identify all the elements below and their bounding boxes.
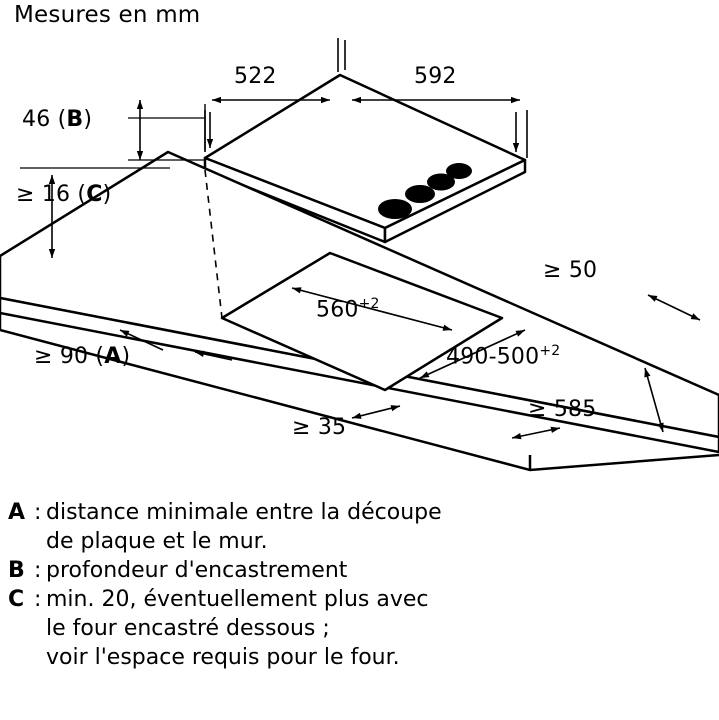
dimension-value-46-b: 46 (B) <box>22 107 93 132</box>
legend-text-a-line2: de plaque et le mur. <box>46 529 268 554</box>
legend <box>8 498 708 672</box>
dimension-label-522 <box>234 64 277 89</box>
page-title: Mesures en mm <box>14 2 201 28</box>
dimension-label-585 <box>528 397 596 422</box>
legend-key-c: C <box>8 587 25 612</box>
dimension-value-522: 522 <box>234 64 277 89</box>
dimension-label-592 <box>414 64 457 89</box>
legend-colon-b: : <box>34 558 42 583</box>
legend-text-c: min. 20, éventuellement plus avec <box>46 587 429 612</box>
dimension-value-490-500: 490-500 <box>446 344 540 370</box>
dimension-value-560: 560 <box>316 297 359 323</box>
dimension-label-46-b <box>22 107 92 132</box>
legend-key-a: A <box>8 500 26 525</box>
legend-colon-c: : <box>34 587 42 612</box>
legend-colon-a: : <box>34 500 42 525</box>
legend-key-b: B <box>8 558 25 583</box>
dimension-value-35: ≥ 35 <box>292 415 347 440</box>
legend-row-b <box>8 556 708 585</box>
legend-text-b: profondeur d'encastrement <box>46 558 348 583</box>
dimension-value-50: ≥ 50 <box>543 258 598 283</box>
dimension-label-90-a <box>34 344 130 369</box>
dimension-tolerance-560: +2 <box>358 296 380 312</box>
dimension-label-16-c <box>16 182 111 207</box>
legend-text-c-line3: voir l'espace requis pour le four. <box>46 645 400 670</box>
dimension-value-16-c: ≥ 16 (C) <box>16 182 112 207</box>
dimension-label-560 <box>316 296 380 322</box>
dimension-value-592: 592 <box>414 64 457 89</box>
dimension-tolerance-490-500: +2 <box>539 343 561 359</box>
dimension-label-35 <box>292 415 346 440</box>
legend-text-c-line2: le four encastré dessous ; <box>46 616 330 641</box>
dimension-value-585: ≥ 585 <box>528 397 597 422</box>
legend-text-a: distance minimale entre la découpe <box>46 500 442 525</box>
dimension-label-50 <box>543 258 597 283</box>
legend-row-c <box>8 585 708 614</box>
dimension-label-490-500 <box>446 343 560 369</box>
dimension-value-90-a: ≥ 90 (A) <box>34 344 131 369</box>
legend-row-a <box>8 498 708 527</box>
